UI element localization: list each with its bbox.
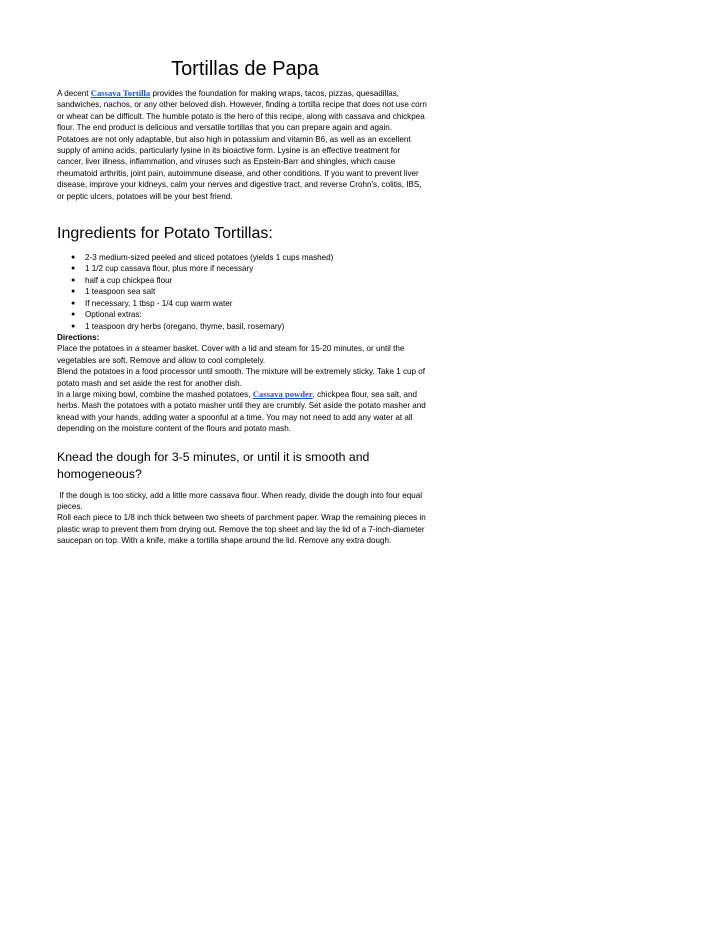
- page-title: Tortillas de Papa: [171, 58, 319, 80]
- list-item: ● Optional extras:: [71, 310, 142, 320]
- intro-suffix: provides the foundation for making wraps, tacos, pizzas, quesadillas, sandwiches, nachos, or any other beloved dish. However, finding a tortilla recipe that does not use corn or wheat can be difficult. The humble potato is the hero of this recipe, along with cassava and chickpea flour. The end product is delicious and versatile tortillas that you can prepare again and again.: [57, 89, 427, 133]
- direction-step-5: Roll each piece to 1/8 inch thick between two sheets of parchment paper. Wrap the remaining pieces in plastic wrap to prevent them from drying out. Remove the top sheet and lay the lid of a 7-inch-diameter saucepan on top. With a knife, make a tortilla shape around the lid. Remove any extra dough.: [57, 513, 426, 546]
- bullet-icon: ●: [71, 254, 76, 262]
- direction-step-2: Blend the potatoes in a food processor until smooth. The mixture will be extremely sticky. Take 1 cup of potato mash and set aside the rest for another dish.: [57, 367, 425, 388]
- list-item: ● 1 teaspoon sea salt: [71, 287, 156, 297]
- intro-prefix: A decent: [57, 89, 91, 98]
- bullet-icon: ●: [71, 299, 76, 307]
- document-page: [57, 56, 427, 547]
- direction-step-3: In a large mixing bowl, combine the mashed potatoes, Cassava powder, chickpea flour, sea salt, and herbs. Mash the potatoes with a potato masher until they are crumbly. Set aside the potato masher and knead with your hands, adding water a spoonful at a time. You may not need to add any water at all depending on the moisture content of the flours and potato mash.: [57, 388, 426, 434]
- cassava-tortilla-link[interactable]: Cassava Tortilla: [90, 88, 151, 98]
- direction-step-4: If the dough is too sticky, add a little more cassava flour. When ready, divide the dough into four equal pieces.: [57, 490, 425, 511]
- ingredients-list: [57, 252, 427, 332]
- knead-heading: Knead the dough for 3-5 minutes, or until it is smooth and homogeneous?: [57, 449, 370, 482]
- bullet-icon: ●: [71, 311, 76, 319]
- bullet-icon: ●: [71, 288, 76, 296]
- list-item: ● If necessary, 1 tbsp - 1/4 cup warm water: [71, 298, 233, 308]
- list-item: ● 1 teaspoon dry herbs (oregano, thyme, basil, rosemary): [71, 321, 285, 331]
- bullet-icon: ●: [71, 265, 76, 273]
- bullet-icon: ●: [71, 322, 76, 330]
- directions-label: Directions:: [57, 332, 100, 342]
- ingredients-heading: Ingredients for Potato Tortillas:: [57, 225, 273, 243]
- cassava-powder-link[interactable]: Cassava powder: [252, 388, 313, 399]
- bullet-icon: ●: [71, 276, 76, 284]
- direction-step-1: Place the potatoes in a steamer basket. Cover with a lid and steam for 15-20 minutes, or until the vegetables are soft. Remove and allow to cool completely.: [57, 344, 405, 365]
- list-item: ● 1 1/2 cup cassava flour, plus more if necessary: [71, 264, 254, 274]
- list-item: ● 2-3 medium-sized peeled and sliced potatoes (yields 1 cups mashed): [71, 253, 334, 263]
- intro-paragraph-2: Potatoes are not only adaptable, but also high in potassium and vitamin B6, as well as an excellent supply of amino acids, particularly lysine in its bioactive form. Lysine is an effective treatment for cancer, liver illness, inflammation, and viruses such as Epstein-Barr and shingles, which cause rheumatoid arthritis, joint pain, autoimmune disease, and other conditions. If you want to prevent liver disease, improve your kidneys, calm your nerves and digestive tract, and reverse Crohn's, colitis, IBS, or peptic ulcers, potatoes will be your best friend.: [57, 134, 422, 201]
- intro-paragraph: [57, 88, 427, 134]
- list-item: ● half a cup chickpea flour: [71, 275, 173, 285]
